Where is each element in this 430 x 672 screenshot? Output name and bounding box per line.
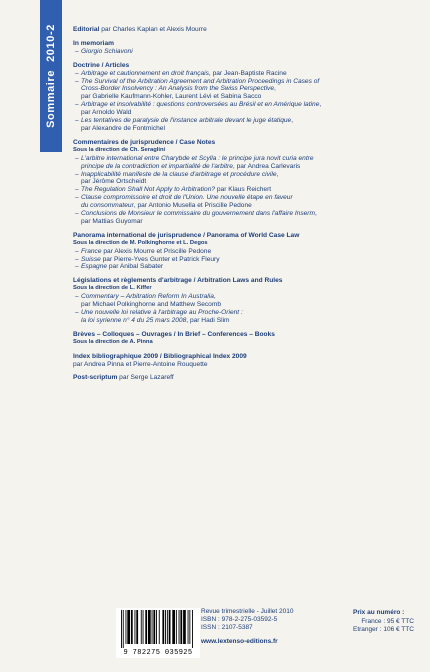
section-heading	[73, 26, 423, 34]
toc-entry	[73, 171, 423, 187]
barcode-bar	[126, 610, 127, 644]
toc-entry	[73, 194, 423, 210]
toc-section	[73, 62, 423, 133]
section-heading-text: In memoriam	[73, 39, 115, 47]
entry-line	[75, 69, 423, 78]
entry-line	[75, 186, 423, 194]
entry-line	[75, 101, 423, 109]
entry-line	[75, 309, 423, 317]
entry-dash: –	[75, 170, 79, 178]
publication-info	[201, 608, 293, 646]
entry-author: par Gabrielle Kaufmann-Kohler, Laurent Lévi et Sabina Sacco	[81, 93, 262, 101]
barcode-bar	[189, 610, 190, 644]
entry-title: du consommateur	[81, 202, 134, 210]
entry-line	[81, 85, 423, 93]
entry-line	[75, 247, 423, 256]
section-heading-text: Post-scriptum	[73, 374, 118, 382]
entry-dash: –	[75, 255, 79, 263]
entry-title: Une nouvelle loi relative à l'arbitrage au Proche-Orient :	[81, 309, 243, 316]
toc-entry	[73, 263, 423, 271]
entry-dash: –	[75, 47, 79, 55]
entry-line	[75, 117, 423, 125]
section-direction: Sous la direction de L. Kiffer	[73, 285, 152, 292]
entry-title: Suisse	[81, 255, 101, 263]
entry-dash: –	[75, 101, 79, 109]
toc-entry	[73, 101, 423, 117]
toc-section	[73, 232, 423, 272]
toc-section	[73, 40, 423, 56]
entry-author: , par Andrea Carlevaris	[232, 162, 301, 170]
entry-dash: –	[75, 77, 79, 85]
entry-line	[81, 218, 423, 226]
entry-dash: –	[75, 210, 79, 218]
entry-line	[75, 77, 423, 86]
toc-section	[73, 331, 423, 347]
entry-title: Les tentatives de paralysie de l'instance arbitrale devant le juge étatique	[81, 117, 292, 125]
barcode-bar	[121, 610, 122, 648]
entry-author: ,	[291, 117, 294, 125]
section-heading-text: Editorial	[73, 26, 100, 33]
entry-title: The Regulation Shall Not Apply to Arbitration?	[81, 186, 216, 194]
entry-author: par Alexis Mourre et Priscille Pedone	[101, 247, 212, 255]
entry-author: par Mattias Guyomar	[81, 217, 143, 225]
entry-dash: –	[75, 69, 79, 77]
toc-entry	[73, 256, 423, 264]
barcode-bar	[162, 610, 164, 644]
entry-author: , par Jean-Baptiste Racine	[208, 69, 287, 77]
barcode-digits: 9 782275 035925	[123, 649, 193, 657]
section-heading	[73, 374, 423, 382]
entry-title: Conclusions de Monsieur le commissaire du gouvernement dans l'affaire Inserm	[81, 210, 315, 218]
barcode-bars	[120, 610, 196, 648]
section-direction: Sous la direction de Ch. Seraglini	[73, 146, 166, 153]
barcode-bar	[127, 610, 130, 644]
entry-author: ,	[314, 210, 317, 218]
barcode-bar	[180, 610, 182, 644]
barcode	[116, 608, 200, 658]
publication-frequency: Revue trimestrielle - Juillet 2010	[201, 608, 294, 615]
sidebar-title: Sommaire	[45, 69, 57, 128]
entry-line	[75, 154, 423, 163]
toc-section	[73, 26, 423, 34]
barcode-bar	[179, 610, 180, 644]
entry-title: la loi syrienne n° 4 du 25 mars 2008	[81, 316, 187, 324]
barcode-bar	[169, 610, 171, 644]
entry-title: Inapplicabilité manifeste de la clause d'arbitrage et procédure civile	[81, 170, 277, 178]
section-heading-text: Législations et règlements d'arbitrage / Arbitration Laws and Rules	[73, 277, 283, 285]
entry-dash: –	[75, 293, 79, 301]
entry-line	[75, 255, 423, 264]
section-heading	[73, 40, 423, 48]
barcode-bar	[145, 610, 147, 644]
barcode-bar	[152, 610, 153, 644]
publication-isbn: ISBN : 978-2-275-03592-5	[201, 616, 278, 624]
barcode-bar	[188, 610, 189, 644]
price-abroad: Etranger : 106 € TTC	[353, 626, 414, 634]
entry-author: , par Antonio Musella et Priscille Pedone	[133, 202, 252, 210]
table-of-contents	[73, 26, 423, 382]
toc-entry	[73, 309, 423, 325]
section-heading-text: Index bibliographique 2009 / Bibliographical Index 2009	[73, 352, 247, 360]
section-heading-text: Brèves – Colloques – Ouvrages / In Brief – Conferences – Books	[73, 330, 275, 338]
section-heading	[73, 232, 423, 240]
section-heading-text: Doctrine / Articles	[73, 61, 130, 69]
entry-dash: –	[75, 154, 79, 162]
price-block	[353, 609, 414, 635]
toc-entry	[73, 293, 423, 309]
toc-entry	[73, 186, 423, 194]
entry-author: par Klaus Reichert	[215, 186, 272, 194]
entry-title: Giorgio Schiavoni	[81, 47, 133, 55]
toc-entry	[73, 70, 423, 78]
entry-title: Commentary – Arbitration Reform In Australia	[81, 293, 214, 301]
section-heading	[73, 277, 423, 285]
toc-section	[73, 277, 423, 324]
section-heading-text: Panorama international de jurisprudence / Panorama of World Case Law	[73, 231, 300, 239]
entry-line	[75, 210, 423, 218]
toc-section	[73, 374, 423, 382]
barcode-bar	[176, 610, 177, 644]
entry-author: par Arnoldo Wald	[81, 109, 132, 117]
entry-author: ,	[213, 293, 216, 301]
entry-line	[81, 178, 423, 186]
sidebar-label	[45, 24, 57, 128]
barcode-bar	[172, 610, 175, 644]
entry-line	[75, 293, 423, 301]
entry-line	[81, 93, 423, 101]
barcode-bar	[183, 610, 186, 644]
entry-author: ,	[274, 85, 276, 93]
entry-line	[75, 194, 423, 202]
entry-title: Arbitrage et cautionnement en droit français	[81, 69, 209, 77]
barcode-bar	[148, 610, 151, 644]
entry-title: Clause compromissoire et droit de l'Union. Une nouvelle étape en faveur	[81, 194, 293, 202]
entry-line	[81, 202, 423, 210]
barcode-bar	[156, 610, 157, 644]
barcode-bar	[167, 610, 168, 644]
entry-author: par Anibal Sabater	[107, 263, 164, 271]
toc-section	[73, 139, 423, 226]
entry-line	[81, 301, 423, 309]
barcode-bar	[141, 610, 142, 644]
sidebar-year: 2010-2	[45, 24, 57, 62]
section-heading-text: Commentaires de jurisprudence / Case Notes	[73, 138, 216, 146]
entry-line	[81, 317, 423, 325]
barcode-bar	[136, 610, 138, 644]
entry-line	[81, 125, 423, 133]
entry-dash: –	[75, 117, 79, 125]
toc-section	[73, 353, 423, 369]
entry-author: par Alexandre de Fontmichel	[81, 124, 165, 132]
toc-entry	[73, 78, 423, 102]
toc-entry	[73, 248, 423, 256]
barcode-bar	[159, 610, 160, 644]
entry-title: principe de la contradiction et impartialité de l'arbitre	[81, 162, 233, 170]
price-title: Prix au numéro :	[353, 609, 405, 616]
entry-dash: –	[75, 309, 79, 316]
entry-title: Arbitrage et insolvabilité : questions controversées au Brésil et en Amérique latine	[81, 101, 320, 109]
entry-dash: –	[75, 186, 79, 194]
section-heading-author: par Charles Kaplan et Alexis Mourre	[99, 26, 207, 33]
barcode-bar	[123, 610, 124, 648]
entry-title: Cross-Border Insolvency : An Analysis from the Swiss Perspective	[81, 85, 274, 93]
section-heading	[73, 139, 423, 147]
publisher-website: www.lextenso-editions.fr	[201, 637, 278, 645]
entry-line	[81, 109, 423, 117]
section-heading	[73, 331, 423, 339]
barcode-bar	[153, 610, 155, 644]
entry-author: ,	[276, 170, 279, 178]
entry-dash: –	[75, 263, 79, 271]
entry-line	[81, 163, 423, 171]
entry-author: par Pierre-Yves Gunter et Patrick Fleury	[100, 255, 220, 263]
toc-entry	[73, 48, 423, 56]
price-france: France : 95 € TTC	[361, 617, 414, 625]
entry-dash: –	[75, 247, 79, 255]
section-direction: Sous la direction de M. Polkinghorne et L. Degos	[73, 239, 208, 246]
entry-title: Espagne	[81, 263, 108, 271]
entry-author: ,	[319, 101, 322, 109]
entry-author: , par Hadi Slim	[186, 316, 230, 324]
toc-entry	[73, 117, 423, 133]
entry-title: The Survival of the Arbitration Agreement and Arbitration Proceedings in Cases of	[81, 77, 320, 85]
section-heading	[73, 353, 423, 361]
barcode-bar	[135, 610, 136, 644]
section-heading	[73, 62, 423, 70]
entry-author: par Jérôme Ortscheidt	[81, 178, 147, 186]
entry-author: par Michael Polkinghorne and Matthew Secomb	[81, 301, 222, 309]
entry-line	[75, 263, 423, 271]
toc-entry	[73, 210, 423, 226]
barcode-bar	[131, 610, 133, 644]
entry-dash: –	[75, 194, 79, 202]
entry-line	[75, 47, 423, 56]
entry-line	[75, 170, 423, 179]
entry-title: L'arbitre international entre Charybde et Scylla : le principe jura novit curia entre	[81, 154, 314, 162]
section-direction: Sous la direction de A. Pinna	[73, 338, 153, 345]
section-heading-author: par Serge Lazareff	[117, 374, 174, 382]
publication-issn: ISSN : 2107-5387	[201, 624, 253, 632]
section-authors: par Andrea Pinna et Pierre-Antoine Rouquette	[73, 360, 208, 368]
toc-entry	[73, 155, 423, 171]
barcode-bar	[143, 610, 144, 644]
barcode-bar	[192, 610, 193, 648]
barcode-bar	[165, 610, 166, 644]
entry-title: France	[81, 247, 102, 255]
